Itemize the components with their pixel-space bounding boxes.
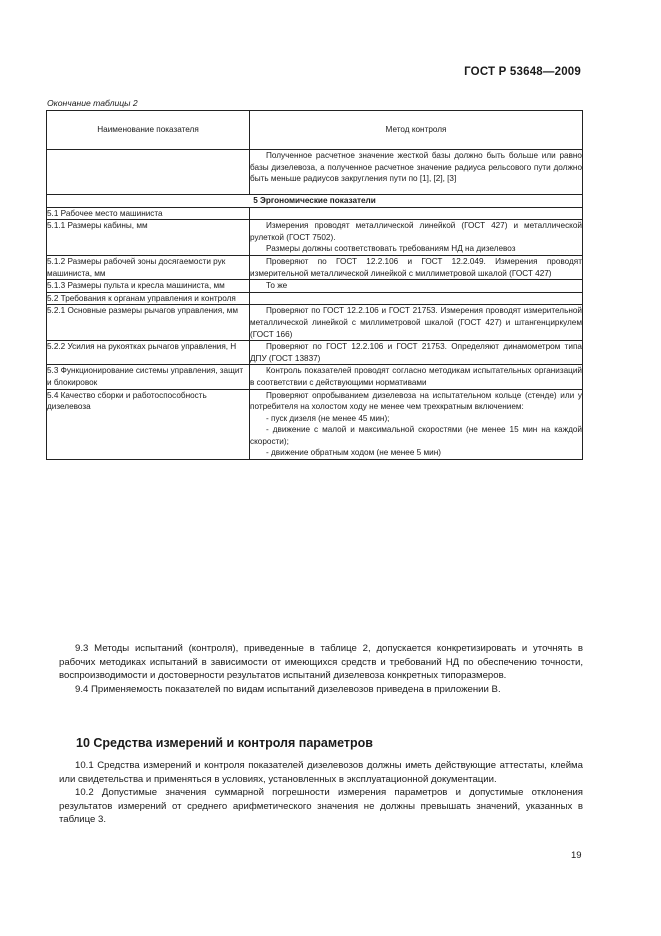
- paragraph-10-1: 10.1 Средства измерений и контроля показателей дизелевозов должны иметь действующие аттестаты, клейма или свидетельства и применяться в условиях, установленных в эксплуатационной документации.: [59, 760, 583, 785]
- table-row: [47, 255, 583, 279]
- indicator-cell: 5.1.2 Размеры рабочей зоны досягаемости рук машиниста, мм: [47, 255, 250, 279]
- method-text: Проверяют опробыванием дизелевоза на испытательном кольце (стенде) или у потребителя на холостом ходу не менее чем трехкратным включением:: [250, 390, 582, 412]
- method-cell: Проверяют по ГОСТ 12.2.106 и ГОСТ 12.2.049. Измерения проводят измерительной металлической линейкой с миллиметровой шкалой (ГОСТ 427): [250, 255, 583, 279]
- method-cell: Полученное расчетное значение жесткой базы должно быть больше или равно базы дизелевоза, а полученное расчетное значение радиуса рельсового пути должно быть меньше радиусов закругления пути по [1], [2], [3]: [250, 150, 583, 195]
- list-item: - пуск дизеля (не менее 45 мин);: [266, 413, 390, 423]
- section-10-heading: 10 Средства измерений и контроля параметров: [76, 736, 373, 750]
- indicator-cell: 5.2.2 Усилия на рукоятках рычагов управления, Н: [47, 341, 250, 365]
- indicator-cell: 5.1 Рабочее место машиниста: [47, 207, 250, 220]
- indicators-table: [46, 110, 583, 460]
- table-row: [47, 305, 583, 341]
- indicator-cell: 5.4 Качество сборки и работоспособность дизелевоза: [47, 389, 250, 460]
- method-text: Размеры должны соответствовать требованиям НД на дизелевоз: [266, 244, 516, 254]
- method-cell: [250, 220, 583, 256]
- column-header-method: Метод контроля: [250, 111, 583, 150]
- column-header-indicator: Наименование показателя: [47, 111, 250, 150]
- table-row: [47, 150, 583, 195]
- table-row: [47, 207, 583, 220]
- table-row: [47, 220, 583, 256]
- page-number: 19: [571, 850, 582, 861]
- method-cell: [250, 292, 583, 305]
- standard-code: ГОСТ Р 53648—2009: [464, 66, 581, 78]
- list-item: - движение обратным ходом (не менее 5 мин): [266, 448, 441, 458]
- method-cell: Проверяют по ГОСТ 12.2.106 и ГОСТ 21753. Определяют динамометром типа ДПУ (ГОСТ 13837): [250, 341, 583, 365]
- method-cell: Проверяют по ГОСТ 12.2.106 и ГОСТ 21753. Измерения проводят измерительной металлической линейкой с миллиметровой шкалой (ГОСТ 427) и штангенциркулем (ГОСТ 166): [250, 305, 583, 341]
- indicator-cell: 5.1.3 Размеры пульта и кресла машиниста, мм: [47, 280, 250, 293]
- indicator-cell: 5.2.1 Основные размеры рычагов управления, мм: [47, 305, 250, 341]
- method-cell: [250, 207, 583, 220]
- list-item: - движение с малой и максимальной скоростями (не менее 15 мин на каждой скорости);: [250, 425, 582, 446]
- method-cell: [250, 389, 583, 460]
- paragraph-10-2: 10.2 Допустимые значения суммарной погрешности измерения параметров и допустимые отклонения результатов измерений от среднего арифметического значения не должны превышать значений, указанных в таблице 3.: [59, 787, 583, 825]
- table-row: [47, 341, 583, 365]
- section-9-paragraphs: [59, 642, 583, 696]
- method-cell: То же: [250, 280, 583, 293]
- table-row: [47, 280, 583, 293]
- paragraph-9-4: 9.4 Применяемость показателей по видам испытаний дизелевозов приведена в приложении В.: [75, 683, 501, 695]
- method-text: Измерения проводят металлической линейкой (ГОСТ 427) и металлической рулеткой (ГОСТ 7502).: [250, 221, 582, 242]
- paragraph-9-3: 9.3 Методы испытаний (контроля), приведенные в таблице 2, допускается конкретизировать и уточнять в рабочих методиках испытаний в зависимости от имеющихся средств и требований НД по обеспечению точности, воспроизводимости и достоверности результатов испытаний дизелевоза конкретных типоразмеров.: [59, 643, 583, 681]
- section-title-row: [47, 195, 583, 208]
- table-row: [47, 292, 583, 305]
- section-10-paragraphs: [59, 759, 583, 827]
- indicator-cell: 5.1.1 Размеры кабины, мм: [47, 220, 250, 256]
- table-row: [47, 389, 583, 460]
- table-header-row: [47, 111, 583, 150]
- table-caption: Окончание таблицы 2: [47, 98, 138, 108]
- section-title: 5 Эргономические показатели: [47, 195, 583, 208]
- method-cell: Контроль показателей проводят согласно методикам испытательных организаций в соответствии с действующими нормативами: [250, 365, 583, 389]
- indicator-cell: 5.2 Требования к органам управления и контроля: [47, 292, 250, 305]
- indicator-cell: 5.3 Функционирование системы управления, защит и блокировок: [47, 365, 250, 389]
- indicator-cell: [47, 150, 250, 195]
- table-row: [47, 365, 583, 389]
